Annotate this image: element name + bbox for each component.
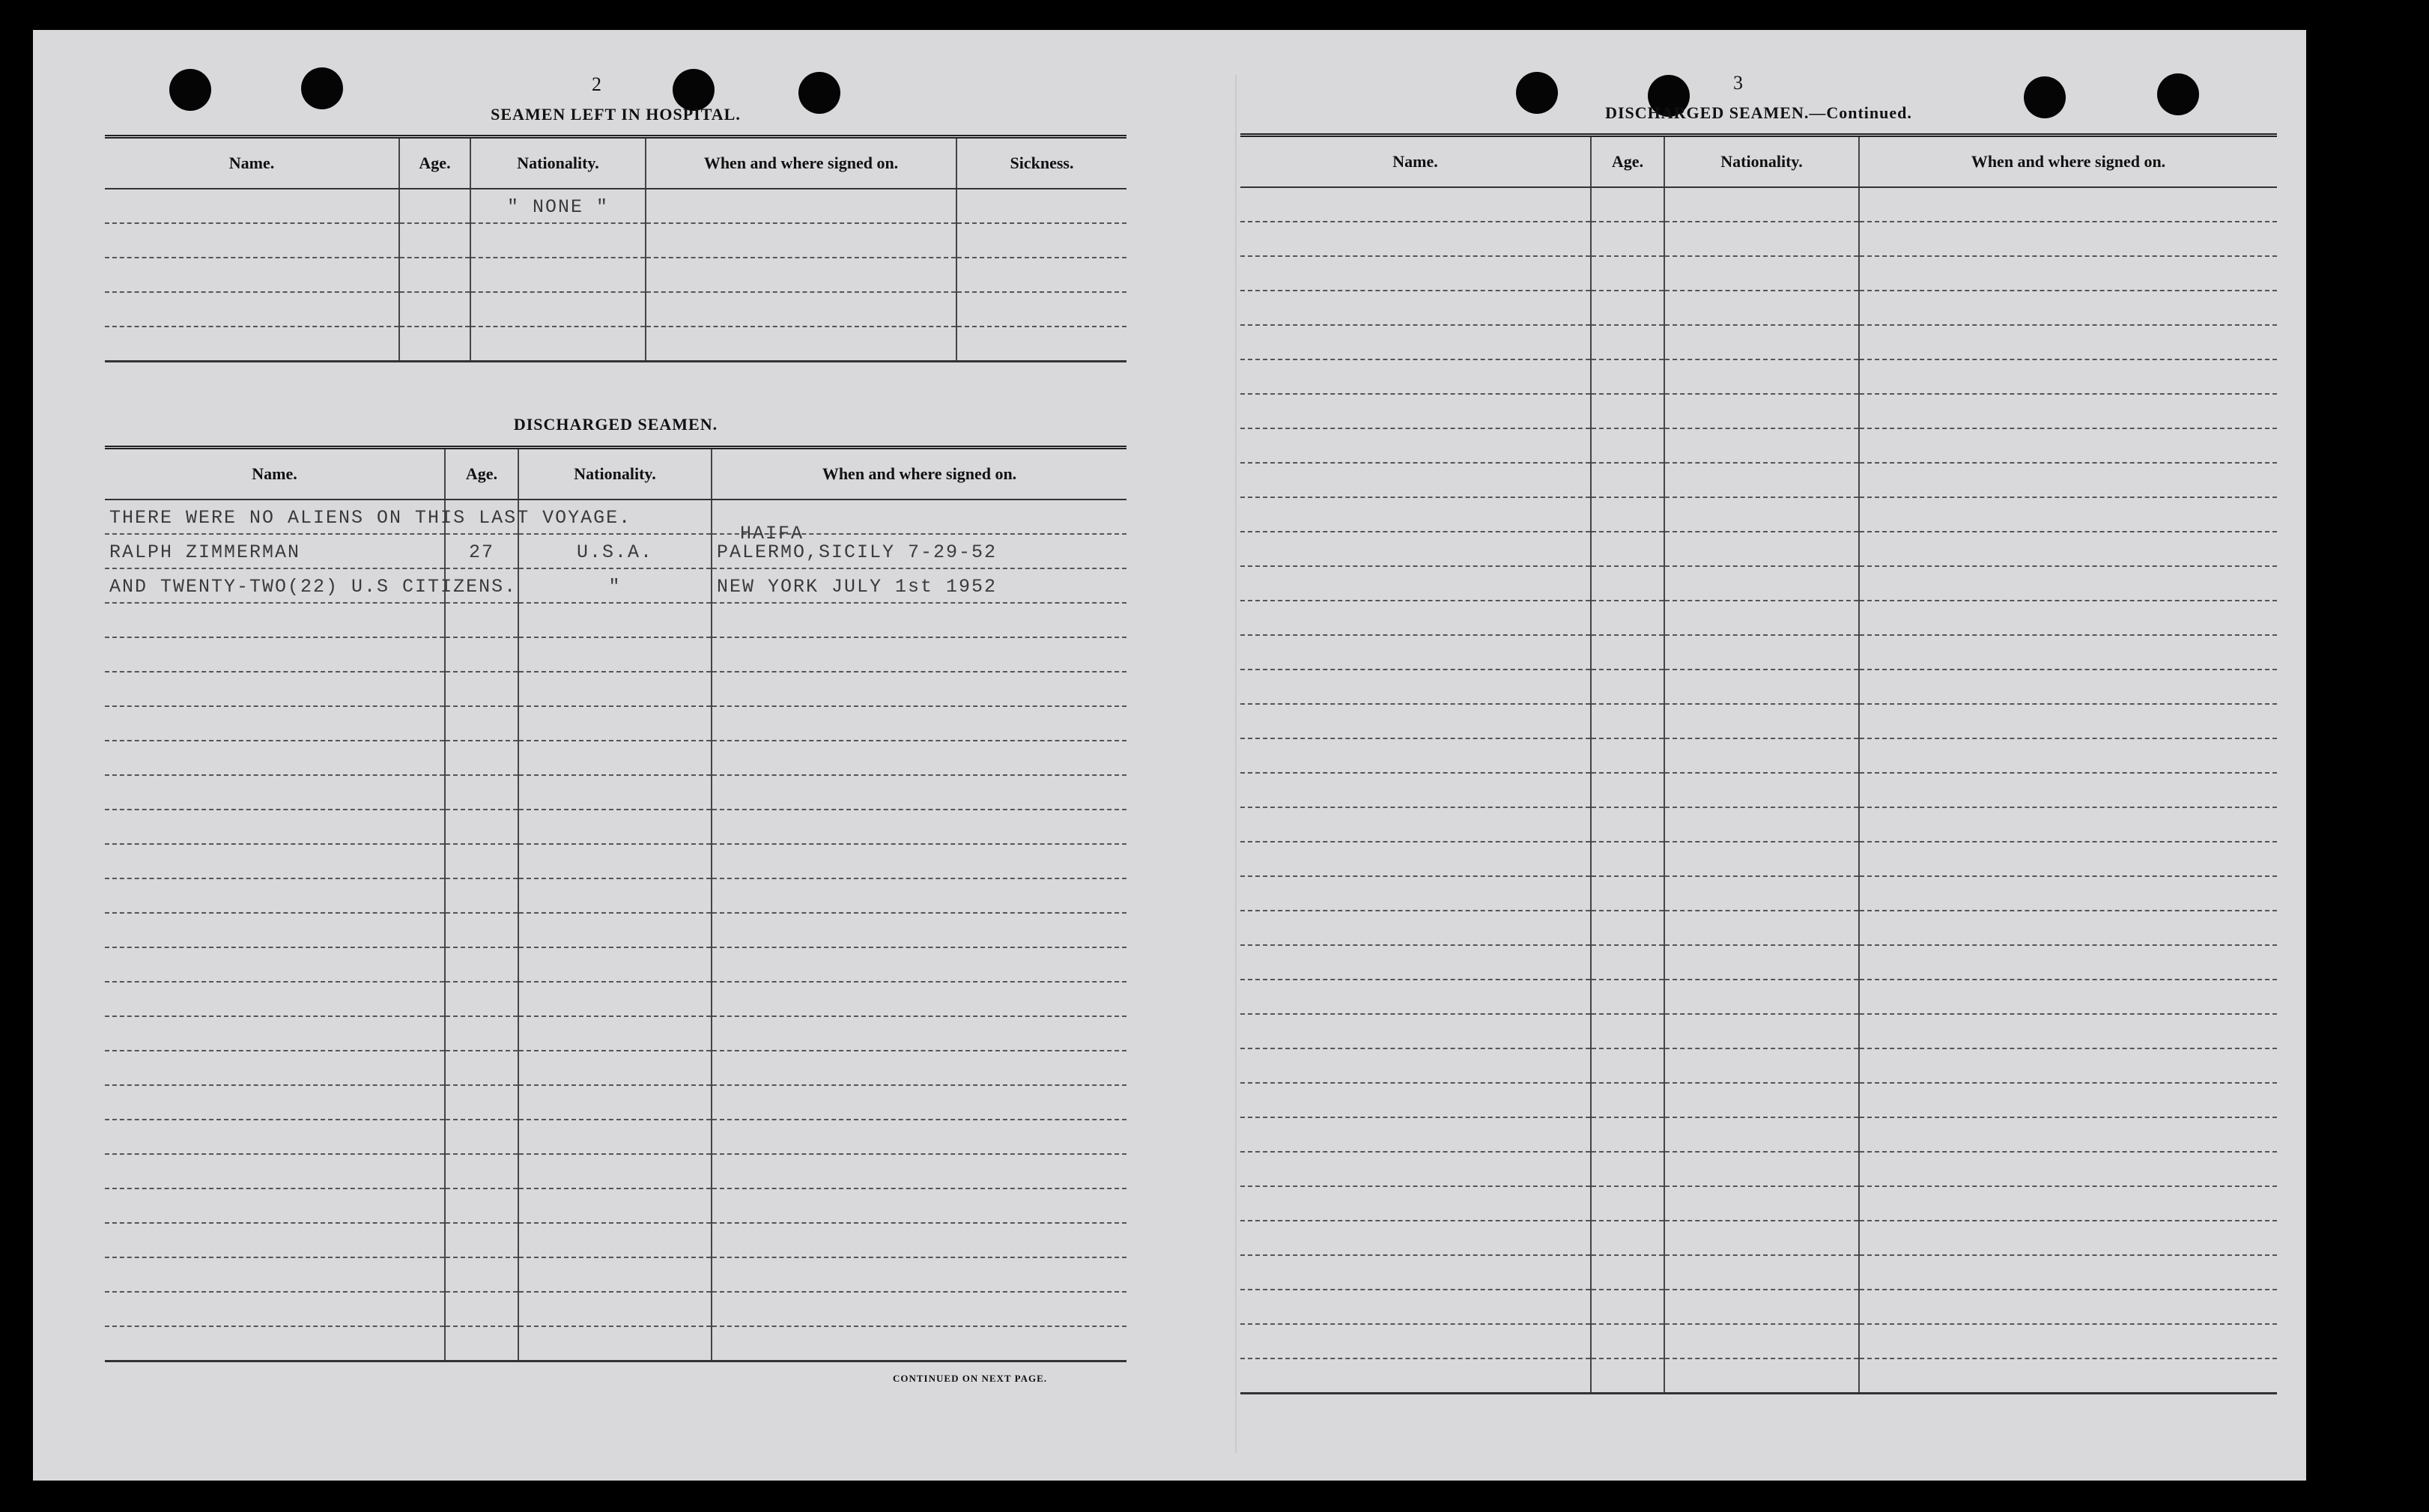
table-row: [1240, 738, 2277, 773]
col-name: Name.: [105, 137, 399, 189]
table-row: [105, 500, 1126, 534]
table-row: [105, 1326, 1126, 1361]
table-row: [105, 637, 1126, 672]
table-row: [105, 947, 1126, 982]
col-signed-on: When and where signed on.: [646, 137, 956, 189]
col-age: Age.: [399, 137, 470, 189]
table-row: [105, 568, 1126, 603]
col-name: Name.: [1240, 136, 1591, 188]
table-row: [1240, 1324, 2277, 1358]
table-row: [1240, 704, 2277, 738]
table-row: [105, 982, 1126, 1016]
table-row: [1240, 1048, 2277, 1083]
table-row: [1240, 428, 2277, 463]
punch-hole: [301, 67, 343, 109]
table-row: [1240, 911, 2277, 945]
table-header-row: [105, 448, 1126, 500]
col-nationality: Nationality.: [1664, 136, 1859, 188]
table-row: [1240, 497, 2277, 532]
table-row: [1240, 463, 2277, 497]
table-row: [1240, 876, 2277, 911]
col-age: Age.: [1591, 136, 1664, 188]
col-sickness: Sickness.: [956, 137, 1126, 189]
signed-on-overwrite: HAIFA: [740, 523, 804, 544]
table-row: [1240, 532, 2277, 566]
cell-name: AND TWENTY-TWO(22) U.S CITIZENS.: [109, 576, 518, 598]
table-row: [105, 1120, 1126, 1154]
cell-nationality: ": [608, 576, 622, 598]
discharged-title: DISCHARGED SEAMEN.: [513, 415, 718, 434]
continued-footer: CONTINUED ON NEXT PAGE.: [893, 1373, 1047, 1384]
table-row: [105, 1257, 1126, 1292]
table-row: [1240, 1186, 2277, 1221]
col-name: Name.: [105, 448, 445, 500]
table-row: [1240, 670, 2277, 704]
cell-name: RALPH ZIMMERMAN: [109, 541, 301, 563]
table-row: [1240, 1014, 2277, 1048]
table-row: [105, 292, 1126, 327]
table-row: [1240, 1358, 2277, 1394]
table-row: [105, 603, 1126, 637]
table-row: [1240, 773, 2277, 807]
table-row: [1240, 566, 2277, 601]
table-row: [1240, 842, 2277, 876]
table-row: [105, 810, 1126, 844]
table-row: [105, 258, 1126, 292]
table-row: [105, 1292, 1126, 1326]
table-row: [1240, 222, 2277, 256]
cell-name: THERE WERE NO ALIENS ON THIS LAST VOYAGE.: [109, 507, 632, 529]
discharged-continued-table: [1240, 133, 2277, 1394]
table-row: [1240, 1117, 2277, 1152]
table-row: [1240, 187, 2277, 222]
col-age: Age.: [445, 448, 518, 500]
table-row: [1240, 256, 2277, 291]
table-row: [105, 1154, 1126, 1188]
table-row: [1240, 1152, 2277, 1186]
page-number-left: 2: [592, 73, 601, 95]
table-row: [1240, 1255, 2277, 1290]
table-row: [1240, 945, 2277, 980]
table-row: [105, 1223, 1126, 1257]
table-row: [1240, 1083, 2277, 1117]
cell-age: 27: [468, 541, 494, 563]
table-row: [105, 775, 1126, 810]
table-header-row: [1240, 136, 2277, 188]
table-row: [105, 844, 1126, 878]
table-row: [1240, 325, 2277, 359]
table-header-row: [105, 137, 1126, 189]
col-signed-on: When and where signed on.: [1859, 136, 2277, 188]
table-row: [105, 534, 1126, 568]
table-row: [1240, 1221, 2277, 1255]
table-row: [1240, 601, 2277, 635]
table-row: [1240, 394, 2277, 428]
table-row: [105, 1051, 1126, 1085]
hospital-title: SEAMEN LEFT IN HOSPITAL.: [491, 105, 741, 124]
discharged-continued-title: DISCHARGED SEAMEN.—Continued.: [1605, 103, 1912, 122]
discharged-table: [105, 446, 1126, 1362]
table-row: [1240, 807, 2277, 842]
table-row: [1240, 359, 2277, 394]
table-row: [1240, 980, 2277, 1014]
table-row: [105, 878, 1126, 913]
table-row: [105, 672, 1126, 706]
table-row: [105, 741, 1126, 775]
table-row: [105, 1016, 1126, 1051]
table-row: [1240, 1290, 2277, 1324]
table-row: [1240, 635, 2277, 670]
hospital-table: [105, 135, 1126, 362]
table-row: [105, 327, 1126, 362]
table-row: [105, 706, 1126, 741]
table-row: [105, 913, 1126, 947]
table-row: [1240, 291, 2277, 325]
cell-nationality: U.S.A.: [576, 541, 653, 563]
cell-signed-on: NEW YORK JULY 1st 1952: [717, 576, 998, 598]
hospital-entry: " NONE ": [506, 196, 610, 218]
col-nationality: Nationality.: [470, 137, 646, 189]
table-row: [105, 189, 1126, 223]
cell-signed-on: PALERMO,SICILY 7-29-52: [717, 541, 998, 563]
page-fold: [1235, 75, 1237, 1453]
col-signed-on: When and where signed on.: [712, 448, 1126, 500]
page-number-right: 3: [1733, 72, 1743, 94]
col-nationality: Nationality.: [518, 448, 712, 500]
document-sheet: [33, 30, 2306, 1481]
table-row: [105, 223, 1126, 258]
table-row: [105, 1188, 1126, 1223]
table-row: [105, 1085, 1126, 1120]
